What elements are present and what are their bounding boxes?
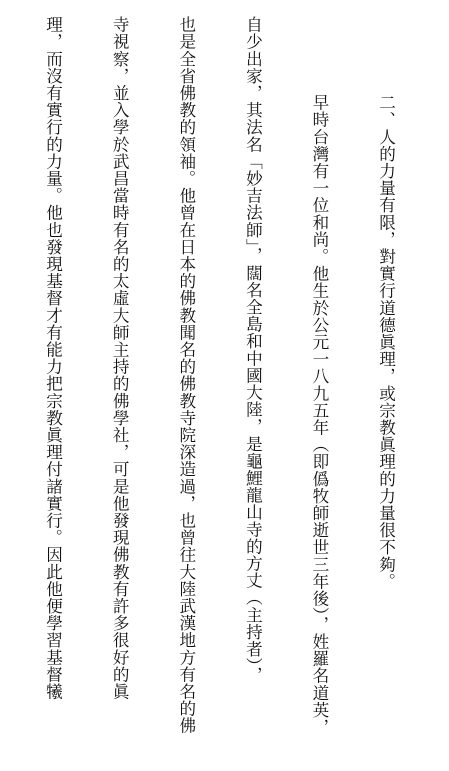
vertical-text-body	[8, 16, 441, 761]
text-column: 也是全省佛教的領袖。他曾在日本的佛教聞名的佛教寺院深造過，也曾往大陸武漢地方有名的佛	[176, 16, 196, 735]
text-column: 寺視察，並入學於武昌當時有名的太虛大師主持的佛學社，可是他發現佛教有許多很好的眞	[110, 16, 130, 700]
text-column: 早時台灣有一位和尚。他生於公元一八九五年（即僞牧師逝世三年後），姓羅名道英，	[309, 16, 329, 736]
text-column: 自少出家，其法名「妙吉法師」，闊名全島和中國大陸，是龜鯉龍山寺的方丈（主持者），	[243, 16, 263, 684]
text-column: 理，而沒有實行的力量。他也發現基督才有能力把宗教眞理付諸實行。因此他便學習基督犧	[43, 16, 63, 700]
text-column: 二、人的力量有限，對實行道德眞理，或宗教眞理的力量很不夠。	[376, 16, 396, 590]
